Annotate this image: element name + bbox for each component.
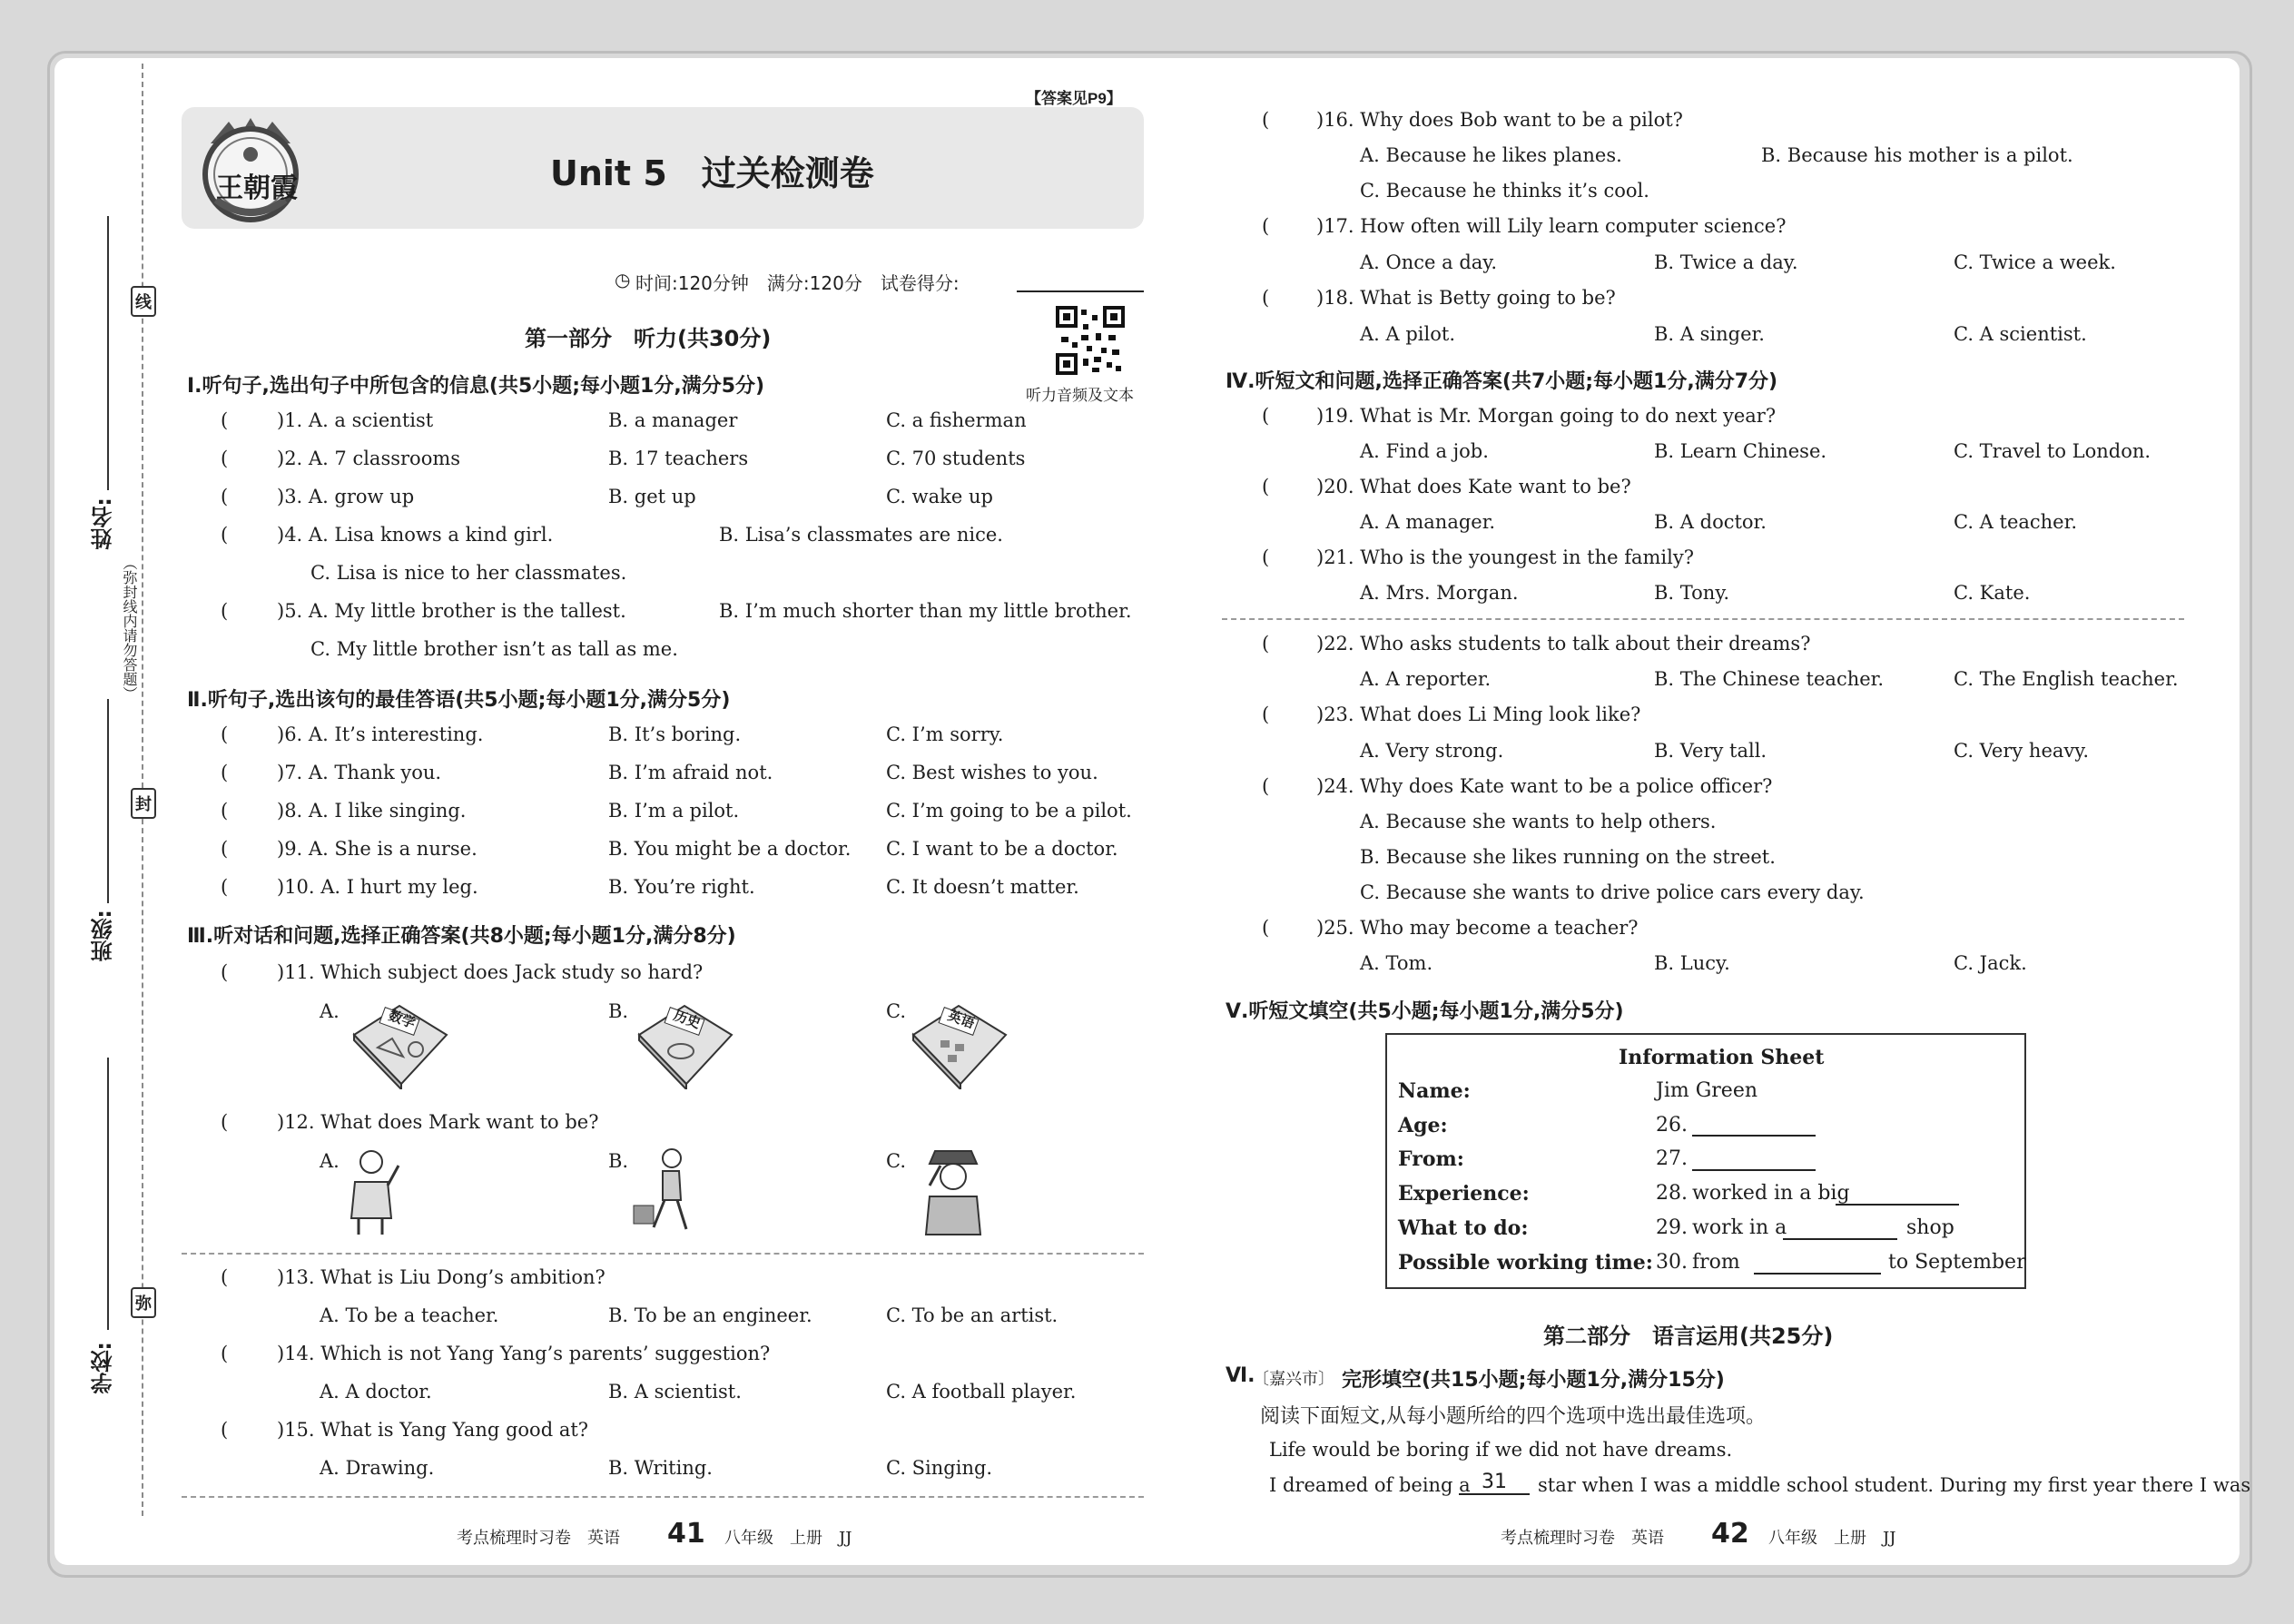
q14-stem: )14. Which is not Yang Yang’s parents’ suggestion?: [277, 1343, 771, 1364]
passage-line-2a: I dreamed of being a: [1269, 1474, 1471, 1496]
teacher-image[interactable]: [340, 1146, 404, 1236]
q18-option-b[interactable]: B. A singer.: [1654, 323, 1765, 345]
answer-paren[interactable]: (: [1262, 215, 1270, 237]
footer-right-text: 考点梳理时习卷 英语: [1501, 1529, 1664, 1548]
footer-left-text: 考点梳理时习卷 英语: [457, 1529, 620, 1548]
q8-option-c[interactable]: C. I’m going to be a pilot.: [886, 800, 1132, 822]
info-tail-29: shop: [1906, 1216, 1954, 1239]
answer-paren[interactable]: (: [1262, 546, 1270, 568]
answer-reference: 【答案见P9】: [1026, 90, 1122, 107]
q14-option-c[interactable]: C. A football player.: [886, 1381, 1077, 1403]
q2-option-a[interactable]: )2. A. 7 classrooms: [277, 448, 461, 469]
history-book-image[interactable]: [630, 999, 739, 1089]
info-text-30: from: [1692, 1251, 1740, 1274]
answer-paren[interactable]: (: [221, 800, 229, 822]
q11-label-c[interactable]: C.: [886, 1000, 906, 1022]
q2-option-c[interactable]: C. 70 students: [886, 448, 1026, 469]
answer-paren[interactable]: (: [1262, 917, 1270, 939]
exam-meta: 时间:120分钟 满分:120分 试卷得分:: [635, 272, 960, 294]
answer-paren[interactable]: (: [1262, 109, 1270, 131]
section-3-heading: Ⅲ.听对话和问题,选择正确答案(共8小题;每小题1分,满分8分): [187, 925, 736, 948]
q3-option-a[interactable]: )3. A. grow up: [277, 486, 415, 507]
logo: [192, 116, 309, 225]
answer-paren[interactable]: (: [1262, 704, 1270, 725]
passage-line-1: Life would be boring if we did not have dreams.: [1269, 1439, 1733, 1461]
name-label: 姓名:: [91, 497, 116, 550]
class-label: 班级:: [91, 910, 116, 962]
q18-option-a[interactable]: A. A pilot.: [1360, 323, 1455, 345]
q24-stem: )24. Why does Kate want to be a police officer?: [1316, 775, 1773, 797]
answer-paren[interactable]: (: [221, 486, 229, 507]
qr-caption: 听力音频及文本: [1026, 387, 1134, 405]
answer-paren[interactable]: (: [221, 409, 229, 431]
page-title: Unit 5 过关检测卷: [550, 153, 874, 193]
q5-option-b[interactable]: B. I’m much shorter than my little brother.: [719, 600, 1132, 622]
footer-left-grade: 八年级 上册 JJ: [724, 1529, 852, 1548]
part2-heading: 第二部分 语言运用(共25分): [1543, 1324, 1834, 1349]
q2-option-b[interactable]: B. 17 teachers: [608, 448, 749, 469]
q20-option-b[interactable]: B. A doctor.: [1654, 511, 1767, 533]
q13-stem: )13. What is Liu Dong’s ambition?: [277, 1266, 605, 1288]
info-num-28: 28.: [1656, 1182, 1688, 1205]
english-book-image[interactable]: [904, 999, 1013, 1089]
q6-option-c[interactable]: C. I’m sorry.: [886, 723, 1004, 745]
q13-option-c[interactable]: C. To be an artist.: [886, 1304, 1058, 1326]
q14-option-a[interactable]: A. A doctor.: [320, 1381, 432, 1403]
q22-option-b[interactable]: B. The Chinese teacher.: [1654, 668, 1885, 690]
q25-option-a[interactable]: A. Tom.: [1360, 952, 1433, 974]
q22-stem: )22. Who asks students to talk about their dreams?: [1316, 633, 1811, 655]
q13-option-a[interactable]: A. To be a teacher.: [320, 1304, 499, 1326]
q20-stem: )20. What does Kate want to be?: [1316, 476, 1631, 497]
q21-stem: )21. Who is the youngest in the family?: [1316, 546, 1694, 568]
divider: [182, 1496, 1144, 1498]
q16-option-c[interactable]: C. Because he thinks it’s cool.: [1360, 180, 1649, 202]
q4-option-b[interactable]: B. Lisa’s classmates are nice.: [719, 524, 1003, 546]
part1-heading: 第一部分 听力(共30分): [525, 326, 772, 351]
q1-option-a[interactable]: )1. A. a scientist: [277, 409, 434, 431]
q5-option-c[interactable]: C. My little brother isn’t as tall as me.: [310, 638, 678, 660]
q15-option-a[interactable]: A. Drawing.: [320, 1457, 435, 1479]
q6-option-b[interactable]: B. It’s boring.: [608, 723, 742, 745]
q8-option-a[interactable]: )8. A. I like singing.: [277, 800, 467, 822]
answer-paren[interactable]: (: [221, 961, 229, 983]
name-field[interactable]: [107, 216, 109, 490]
answer-paren[interactable]: (: [221, 1343, 229, 1364]
q21-option-a[interactable]: A. Mrs. Morgan.: [1360, 582, 1519, 604]
q7-option-b[interactable]: B. I’m afraid not.: [608, 762, 773, 783]
info-num-27: 27.: [1656, 1147, 1688, 1170]
q20-option-c[interactable]: C. A teacher.: [1954, 511, 2078, 533]
q17-option-c[interactable]: C. Twice a week.: [1954, 251, 2116, 273]
q15-stem: )15. What is Yang Yang good at?: [277, 1419, 589, 1441]
q9-option-b[interactable]: B. You might be a doctor.: [608, 838, 852, 860]
q23-option-a[interactable]: A. Very strong.: [1360, 740, 1504, 762]
info-num-30: 30.: [1656, 1251, 1688, 1274]
info-label-experience: Experience:: [1398, 1182, 1530, 1206]
blank-30[interactable]: [1754, 1273, 1881, 1275]
q17-option-a[interactable]: A. Once a day.: [1360, 251, 1498, 273]
q23-option-c[interactable]: C. Very heavy.: [1954, 740, 2089, 762]
q16-option-a[interactable]: A. Because he likes planes.: [1360, 144, 1622, 166]
q15-option-c[interactable]: C. Singing.: [886, 1457, 993, 1479]
info-label-name: Name:: [1398, 1079, 1471, 1103]
answer-paren[interactable]: (: [221, 448, 229, 469]
answer-paren[interactable]: (: [221, 838, 229, 860]
page-number-left: 41: [667, 1518, 705, 1550]
section-2-heading: Ⅱ.听句子,选出该句的最佳答语(共5小题;每小题1分,满分5分): [187, 689, 731, 712]
book-c-title: 英语: [945, 1007, 978, 1032]
math-book-image[interactable]: [345, 999, 454, 1089]
score-field[interactable]: [1017, 290, 1144, 292]
blank-31[interactable]: 31: [1459, 1471, 1530, 1495]
book-a-title: 数学: [386, 1007, 418, 1032]
q19-option-a[interactable]: A. Find a job.: [1360, 440, 1489, 462]
information-sheet: [1385, 1033, 2026, 1289]
info-value-name: Jim Green: [1656, 1079, 1758, 1102]
q19-stem: )19. What is Mr. Morgan going to do next year?: [1316, 405, 1777, 427]
q19-option-c[interactable]: C. Travel to London.: [1954, 440, 2151, 462]
logo-text: 王朝霞: [216, 172, 298, 204]
info-tail-30: to September: [1888, 1251, 2026, 1274]
q25-option-c[interactable]: C. Jack.: [1954, 952, 2027, 974]
book-b-title: 历史: [671, 1007, 704, 1032]
q9-option-c[interactable]: C. I want to be a doctor.: [886, 838, 1118, 860]
q18-stem: )18. What is Betty going to be?: [1316, 287, 1616, 309]
q25-option-b[interactable]: B. Lucy.: [1654, 952, 1730, 974]
q6-option-a[interactable]: )6. A. It’s interesting.: [277, 723, 484, 745]
answer-paren[interactable]: (: [221, 762, 229, 783]
q21-option-c[interactable]: C. Kate.: [1954, 582, 2031, 604]
section-4-heading: Ⅳ.听短文和问题,选择正确答案(共7小题;每小题1分,满分7分): [1226, 370, 1778, 393]
q22-option-c[interactable]: C. The English teacher.: [1954, 668, 2179, 690]
time-icon: ◷: [615, 269, 631, 290]
info-text-29: work in a: [1692, 1216, 1787, 1239]
q12-label-a[interactable]: A.: [320, 1150, 340, 1172]
page-number-right: 42: [1711, 1518, 1749, 1550]
qr-code[interactable]: [1056, 306, 1125, 375]
q10-option-a[interactable]: )10. A. I hurt my leg.: [277, 876, 478, 898]
answer-paren[interactable]: (: [1262, 476, 1270, 497]
info-num-29: 29.: [1656, 1216, 1688, 1239]
q7-option-c[interactable]: C. Best wishes to you.: [886, 762, 1098, 783]
q12-stem: )12. What does Mark want to be?: [277, 1111, 599, 1133]
q11-stem: )11. Which subject does Jack study so hard?: [277, 961, 704, 983]
region-tag: 〔嘉兴市〕: [1253, 1370, 1334, 1389]
q14-option-b[interactable]: B. A scientist.: [608, 1381, 742, 1403]
section-1-heading: Ⅰ.听句子,选出句子中所包含的信息(共5小题;每小题1分,满分5分): [187, 375, 765, 398]
answer-paren[interactable]: (: [221, 600, 229, 622]
q18-option-c[interactable]: C. A scientist.: [1954, 323, 2087, 345]
info-label-working-time: Possible working time:: [1398, 1251, 1653, 1275]
info-label-age: Age:: [1398, 1114, 1448, 1137]
q13-option-b[interactable]: B. To be an engineer.: [608, 1304, 812, 1326]
blank-27[interactable]: [1692, 1169, 1816, 1171]
q22-option-a[interactable]: A. A reporter.: [1360, 668, 1492, 690]
tag-line: 线: [131, 286, 156, 317]
q15-option-b[interactable]: B. Writing.: [608, 1457, 713, 1479]
q10-option-c[interactable]: C. It doesn’t matter.: [886, 876, 1079, 898]
q25-stem: )25. Who may become a teacher?: [1316, 917, 1639, 939]
q8-option-b[interactable]: B. I’m a pilot.: [608, 800, 740, 822]
police-officer-image[interactable]: [917, 1146, 989, 1236]
q21-option-b[interactable]: B. Tony.: [1654, 582, 1730, 604]
q11-label-b[interactable]: B.: [608, 1000, 629, 1022]
q4-option-c[interactable]: C. Lisa is nice to her classmates.: [310, 562, 627, 584]
q24-option-b[interactable]: B. Because she likes running on the street.: [1360, 846, 1776, 868]
cloze-instructions: 阅读下面短文,从每小题所给的四个选项中选出最佳选项。: [1260, 1405, 1766, 1428]
school-field[interactable]: [107, 1058, 109, 1330]
answer-paren[interactable]: (: [1262, 405, 1270, 427]
section-6-number: Ⅵ.: [1226, 1364, 1255, 1387]
q12-label-b[interactable]: B.: [608, 1150, 629, 1172]
q19-option-b[interactable]: B. Learn Chinese.: [1654, 440, 1827, 462]
info-label-from: From:: [1398, 1147, 1464, 1171]
tag-seal: 封: [131, 788, 156, 819]
tag-mi: 弥: [131, 1287, 156, 1318]
q12-label-c[interactable]: C.: [886, 1150, 906, 1172]
q11-label-a[interactable]: A.: [320, 1000, 340, 1022]
q7-option-a[interactable]: )7. A. Thank you.: [277, 762, 442, 783]
class-field[interactable]: [107, 699, 109, 903]
footer-right-grade: 八年级 上册 JJ: [1768, 1529, 1896, 1548]
q23-option-b[interactable]: B. Very tall.: [1654, 740, 1767, 762]
q23-stem: )23. What does Li Ming look like?: [1316, 704, 1641, 725]
answer-paren[interactable]: (: [1262, 633, 1270, 655]
info-text-28: worked in a big: [1692, 1182, 1850, 1205]
school-label: 学校:: [91, 1342, 116, 1394]
q5-option-a[interactable]: )5. A. My little brother is the tallest.: [277, 600, 626, 622]
q1-option-c[interactable]: C. a fisherman: [886, 409, 1027, 431]
q24-option-c[interactable]: C. Because she wants to drive police cars every day.: [1360, 881, 1865, 903]
q9-option-a[interactable]: )9. A. She is a nurse.: [277, 838, 478, 860]
runner-image[interactable]: [626, 1146, 708, 1236]
q17-stem: )17. How often will Lily learn computer science?: [1316, 215, 1787, 237]
passage-line-2b: star when I was a middle school student. During my first year there I was: [1538, 1474, 2251, 1496]
answer-paren[interactable]: (: [1262, 287, 1270, 309]
info-label-what-to-do: What to do:: [1398, 1216, 1529, 1240]
answer-paren[interactable]: (: [221, 1419, 229, 1441]
answer-paren[interactable]: (: [221, 1266, 229, 1288]
q4-option-a[interactable]: )4. A. Lisa knows a kind girl.: [277, 524, 554, 546]
info-sheet-title: Information Sheet: [1619, 1046, 1825, 1069]
info-num-26: 26.: [1656, 1114, 1688, 1137]
answer-paren[interactable]: (: [221, 723, 229, 745]
blank-26[interactable]: [1692, 1135, 1816, 1137]
q1-option-b[interactable]: B. a manager: [608, 409, 738, 431]
divider: [1222, 618, 2184, 620]
answer-paren[interactable]: (: [221, 524, 229, 546]
section-5-heading: Ⅴ.听短文填空(共5小题;每小题1分,满分5分): [1226, 1000, 1624, 1023]
blank-29[interactable]: [1783, 1238, 1897, 1240]
answer-paren[interactable]: (: [221, 876, 229, 898]
q16-stem: )16. Why does Bob want to be a pilot?: [1316, 109, 1683, 131]
no-answer-note: （弥封线内请勿答题）: [121, 556, 138, 701]
q24-option-a[interactable]: A. Because she wants to help others.: [1360, 811, 1717, 832]
q3-option-b[interactable]: B. get up: [608, 486, 696, 507]
q16-option-b[interactable]: B. Because his mother is a pilot.: [1761, 144, 2073, 166]
q3-option-c[interactable]: C. wake up: [886, 486, 993, 507]
divider: [182, 1253, 1144, 1255]
answer-paren[interactable]: (: [221, 1111, 229, 1133]
blank-28[interactable]: [1836, 1204, 1959, 1206]
section-6-title: 完形填空(共15小题;每小题1分,满分15分): [1342, 1369, 1725, 1392]
answer-paren[interactable]: (: [1262, 775, 1270, 797]
q20-option-a[interactable]: A. A manager.: [1360, 511, 1496, 533]
q10-option-b[interactable]: B. You’re right.: [608, 876, 755, 898]
q17-option-b[interactable]: B. Twice a day.: [1654, 251, 1798, 273]
